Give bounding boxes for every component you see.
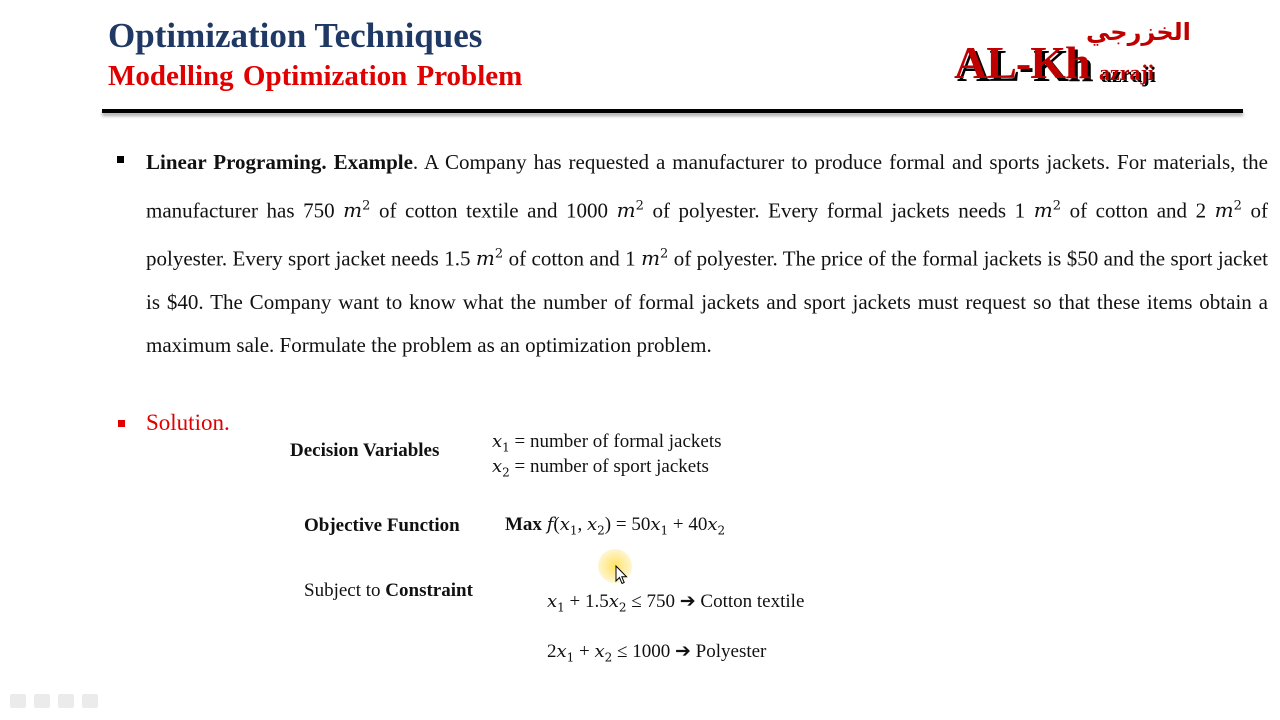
unit-m2: $m^2$ — [641, 246, 669, 271]
presentation-toolbar[interactable] — [10, 694, 106, 713]
unit-m2: $m^2$ — [1033, 198, 1061, 223]
problem-statement: Linear Programing. Example. A Company has requested a manufacturer to produce formal and sports jackets. For materials, the manufacturer has 750 $m^2$ of cotton textile and 1000 $m^2$ of polyester. Every formal jackets needs 1 $m^2$ of cotton and 2 $m^2$ of polyester. Every sport jacket needs 1.5 $m^2$ of cotton and 1 $m^2$ of polyester. The price of the formal jackets is $50 and the sport jacket is $40. The Company want to know what the number of formal jackets and sport jackets must request so that these items obtain a maximum sale. Formulate the problem as an optimization problem. — [146, 150, 1269, 358]
solution-label: Solution. — [146, 410, 230, 435]
slide-title: Optimization Techniques — [108, 16, 483, 55]
next-slide-icon[interactable] — [82, 694, 98, 708]
header-divider — [102, 109, 1243, 113]
decision-variables-label: Decision Variables — [290, 440, 440, 461]
menu-icon[interactable] — [58, 694, 74, 708]
subject-to-constraint-label: Subject to Constraint — [304, 580, 473, 601]
objective-function: Max $f(x_1$, $x_2) = 50x_1 + 40x_2$ — [505, 514, 726, 538]
logo — [950, 18, 1191, 88]
x1-definition: $x_1$ = number of formal jackets — [492, 431, 722, 455]
objective-function-label: Objective Function — [304, 515, 460, 536]
unit-m2: $m^2$ — [343, 198, 371, 223]
constraint-polyester: $2x_1 + x_2 \le 1000$ ➔ Polyester — [547, 641, 767, 665]
mouse-pointer-icon — [615, 565, 629, 585]
logo-main-text: AL-Kh — [954, 37, 1090, 88]
unit-m2: $m^2$ — [1214, 198, 1242, 223]
unit-m2: $m^2$ — [616, 198, 644, 223]
pen-icon[interactable] — [34, 694, 50, 708]
slide-subtitle: Modelling Optimization Problem — [108, 60, 523, 92]
x2-definition: $x_2$ = number of sport jackets — [492, 456, 709, 480]
bullet-square-red-icon — [118, 420, 125, 427]
constraint-cotton: $x_1 + 1.5x_2 \le 750$ ➔ Cotton textile — [547, 591, 805, 615]
logo-small-text: azraji — [1099, 60, 1154, 85]
problem-lead: Linear Programing. Example — [146, 150, 413, 174]
unit-m2: $m^2$ — [475, 246, 504, 271]
logo-arabic-text: الخزرجي — [1086, 18, 1191, 46]
bullet-square-icon — [117, 156, 124, 163]
previous-slide-icon[interactable] — [10, 694, 26, 708]
